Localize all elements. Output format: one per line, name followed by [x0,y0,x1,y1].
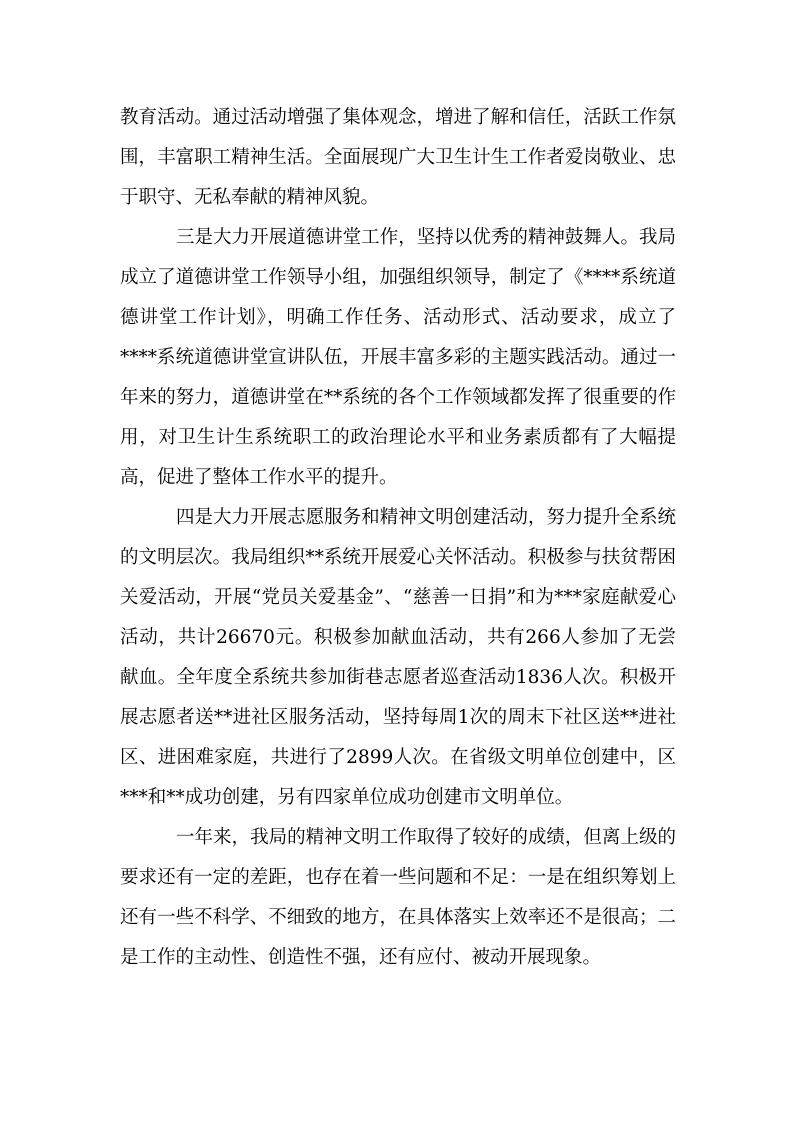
document-body [120,98,676,978]
paragraph-2: 三是大力开展道德讲堂工作，坚持以优秀的精神鼓舞人。我局成立了道德讲堂工作领导小组，加强组织领导，制定了《****系统道德讲堂工作计划》，明确工作任务、活动形式、活动要求，成立了****系统道德讲堂宣讲队伍，开展丰富多彩的主题实践活动。通过一年来的努力，道德讲堂在**系统的各个工作领域都发挥了很重要的作用，对卫生计生系统职工的政治理论水平和业务素质都有了大幅提高，促进了整体工作水平的提升。 [120,227,676,488]
paragraph-1: 教育活动。通过活动增强了集体观念，增进了解和信任，活跃工作氛围，丰富职工精神生活。全面展现广大卫生计生工作者爱岗敬业、忠于职守、无私奉献的精神风貌。 [120,107,676,208]
paragraph-3: 四是大力开展志愿服务和精神文明创建活动，努力提升全系统的文明层次。我局组织**系统开展爱心关怀活动。积极参与扶贫帮困关爱活动，开展“党员关爱基金”、“慈善一日捐”和为***家庭献爱心活动，共计26670元。积极参加献血活动，共有266人参加了无尝献血。全年度全系统共参加街巷志愿者巡查活动1836人次。积极开展志愿者送**进社区服务活动，坚持每周1次的周末下社区送**进社区、进困难家庭，共进行了2899人次。在省级文明单位创建中，区***和**成功创建，另有四家单位成功创建市文明单位。 [120,507,676,808]
paragraph-4: 一年来，我局的精神文明工作取得了较好的成绩，但离上级的要求还有一定的差距，也存在着一些问题和不足：一是在组织筹划上还有一些不科学、不细致的地方，在具体落实上效率还不是很高；二是工作的主动性、创造性不强，还有应付、被动开展现象。 [120,827,676,968]
